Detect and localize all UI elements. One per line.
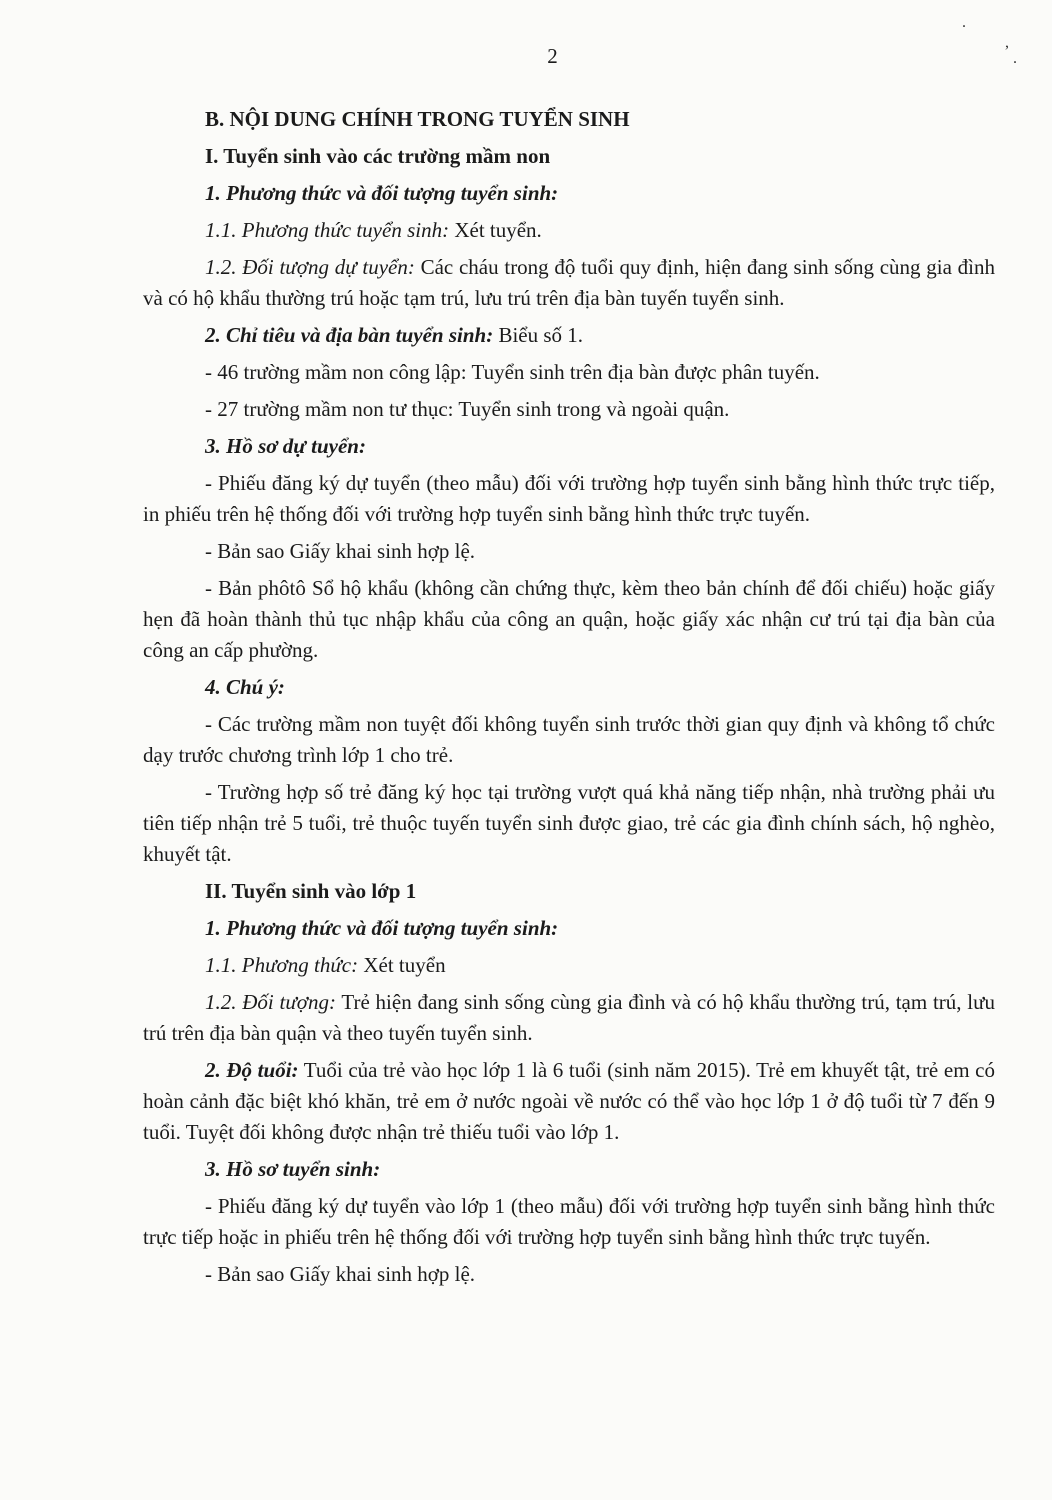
part1-s1-2-lead: 1.2. Đối tượng dự tuyển: (205, 255, 415, 279)
part1-s1-1-lead: 1.1. Phương thức tuyển sinh: (205, 218, 450, 242)
part1-title: I. Tuyển sinh vào các trường mầm non (205, 144, 551, 168)
part2-s1-title: 1. Phương thức và đối tượng tuyển sinh: (205, 916, 559, 940)
part2-s3-p1: - Phiếu đăng ký dự tuyển vào lớp 1 (theo mẫu) đối với trường hợp tuyển sinh bằng hình thức trực tiếp hoặc in phiếu trên hệ thống đối với trường hợp tuyển sinh bằng hình thức trực tuyến. (143, 1194, 995, 1249)
part2-s1-1 (143, 950, 995, 981)
scan-speck-2: , (1005, 34, 1009, 51)
part1-s3-p3: - Bản phôtô Sổ hộ khẩu (không cần chứng thực, kèm theo bản chính để đối chiếu) hoặc giấy hẹn đã hoàn thành thủ tục nhập khẩu của công an quận, hoặc giấy xác nhận cư trú tại địa bàn của công an cấp phường. (143, 576, 995, 662)
part2-s2-text: Tuổi của trẻ vào học lớp 1 là 6 tuổi (sinh năm 2015). Trẻ em khuyết tật, trẻ em có hoàn cảnh đặc biệt khó khăn, trẻ em ở nước ngoài về nước có thể vào học lớp 1 ở độ tuổi từ 7 đến 9 tuổi. Tuyệt đối không được nhận trẻ thiếu tuổi vào lớp 1. (143, 1058, 995, 1144)
part1-s3-title: 3. Hồ sơ dự tuyển: (205, 434, 366, 458)
part2-s3-title: 3. Hồ sơ tuyển sinh: (205, 1157, 381, 1181)
part2-s1-1-lead: 1.1. Phương thức: (205, 953, 359, 977)
part2-s2-lead: 2. Độ tuổi: (205, 1058, 299, 1082)
section-b-title: B. NỘI DUNG CHÍNH TRONG TUYỂN SINH (205, 107, 630, 131)
part1-s1-2-text: Các cháu trong độ tuổi quy định, hiện đang sinh sống cùng gia đình và có hộ khẩu thường trú hoặc tạm trú, lưu trú trên địa bàn tuyến tuyển sinh. (143, 255, 995, 310)
part1-s4-p1: - Các trường mầm non tuyệt đối không tuyển sinh trước thời gian quy định và không tổ chức dạy trước chương trình lớp 1 cho trẻ. (143, 712, 995, 767)
document-body (143, 104, 995, 1296)
part1-s4-p2: - Trường hợp số trẻ đăng ký học tại trường vượt quá khả năng tiếp nhận, nhà trường phải ưu tiên tiếp nhận trẻ 5 tuổi, trẻ thuộc tuyến tuyển sinh được giao, trẻ các gia đình chính sách, hộ nghèo, khuyết tật. (143, 780, 995, 866)
page-number: 2 (547, 44, 558, 68)
part1-s1-title: 1. Phương thức và đối tượng tuyển sinh: (205, 181, 559, 205)
part1-s2-text: Biểu số 1. (493, 323, 584, 347)
part1-s3-p1: - Phiếu đăng ký dự tuyển (theo mẫu) đối với trường hợp tuyển sinh bằng hình thức trực tiếp, in phiếu trên hệ thống đối với trường hợp tuyển sinh bằng hình thức trực tuyến. (143, 471, 995, 526)
part2-s2 (143, 1055, 995, 1148)
part1-s1-1 (143, 215, 995, 246)
part1-s2-bullet-2: - 27 trường mầm non tư thục: Tuyển sinh trong và ngoài quận. (205, 397, 730, 421)
part1-s1-1-text: Xét tuyển. (449, 218, 542, 242)
part2-s1-1-text: Xét tuyển (358, 953, 446, 977)
part2-title: II. Tuyển sinh vào lớp 1 (205, 879, 417, 903)
part2-s1-2 (143, 987, 995, 1049)
part2-s3-p2: - Bản sao Giấy khai sinh hợp lệ. (205, 1262, 476, 1286)
part1-s2-lead: 2. Chỉ tiêu và địa bàn tuyển sinh: (205, 323, 494, 347)
part1-s1-2 (143, 252, 995, 314)
scan-speck-3: . (1013, 50, 1017, 67)
part1-s2-bullet-1: - 46 trường mầm non công lập: Tuyển sinh trên địa bàn được phân tuyến. (205, 360, 820, 384)
part1-s3-p2: - Bản sao Giấy khai sinh hợp lệ. (205, 539, 476, 563)
part2-s1-2-text: Trẻ hiện đang sinh sống cùng gia đình và có hộ khẩu thường trú, tạm trú, lưu trú trên địa bàn quận và theo tuyến tuyển sinh. (143, 990, 995, 1045)
part2-s1-2-lead: 1.2. Đối tượng: (205, 990, 337, 1014)
scan-speck-1: . (962, 14, 966, 31)
part1-s4-title: 4. Chú ý: (205, 675, 285, 699)
part1-s2 (143, 320, 995, 351)
